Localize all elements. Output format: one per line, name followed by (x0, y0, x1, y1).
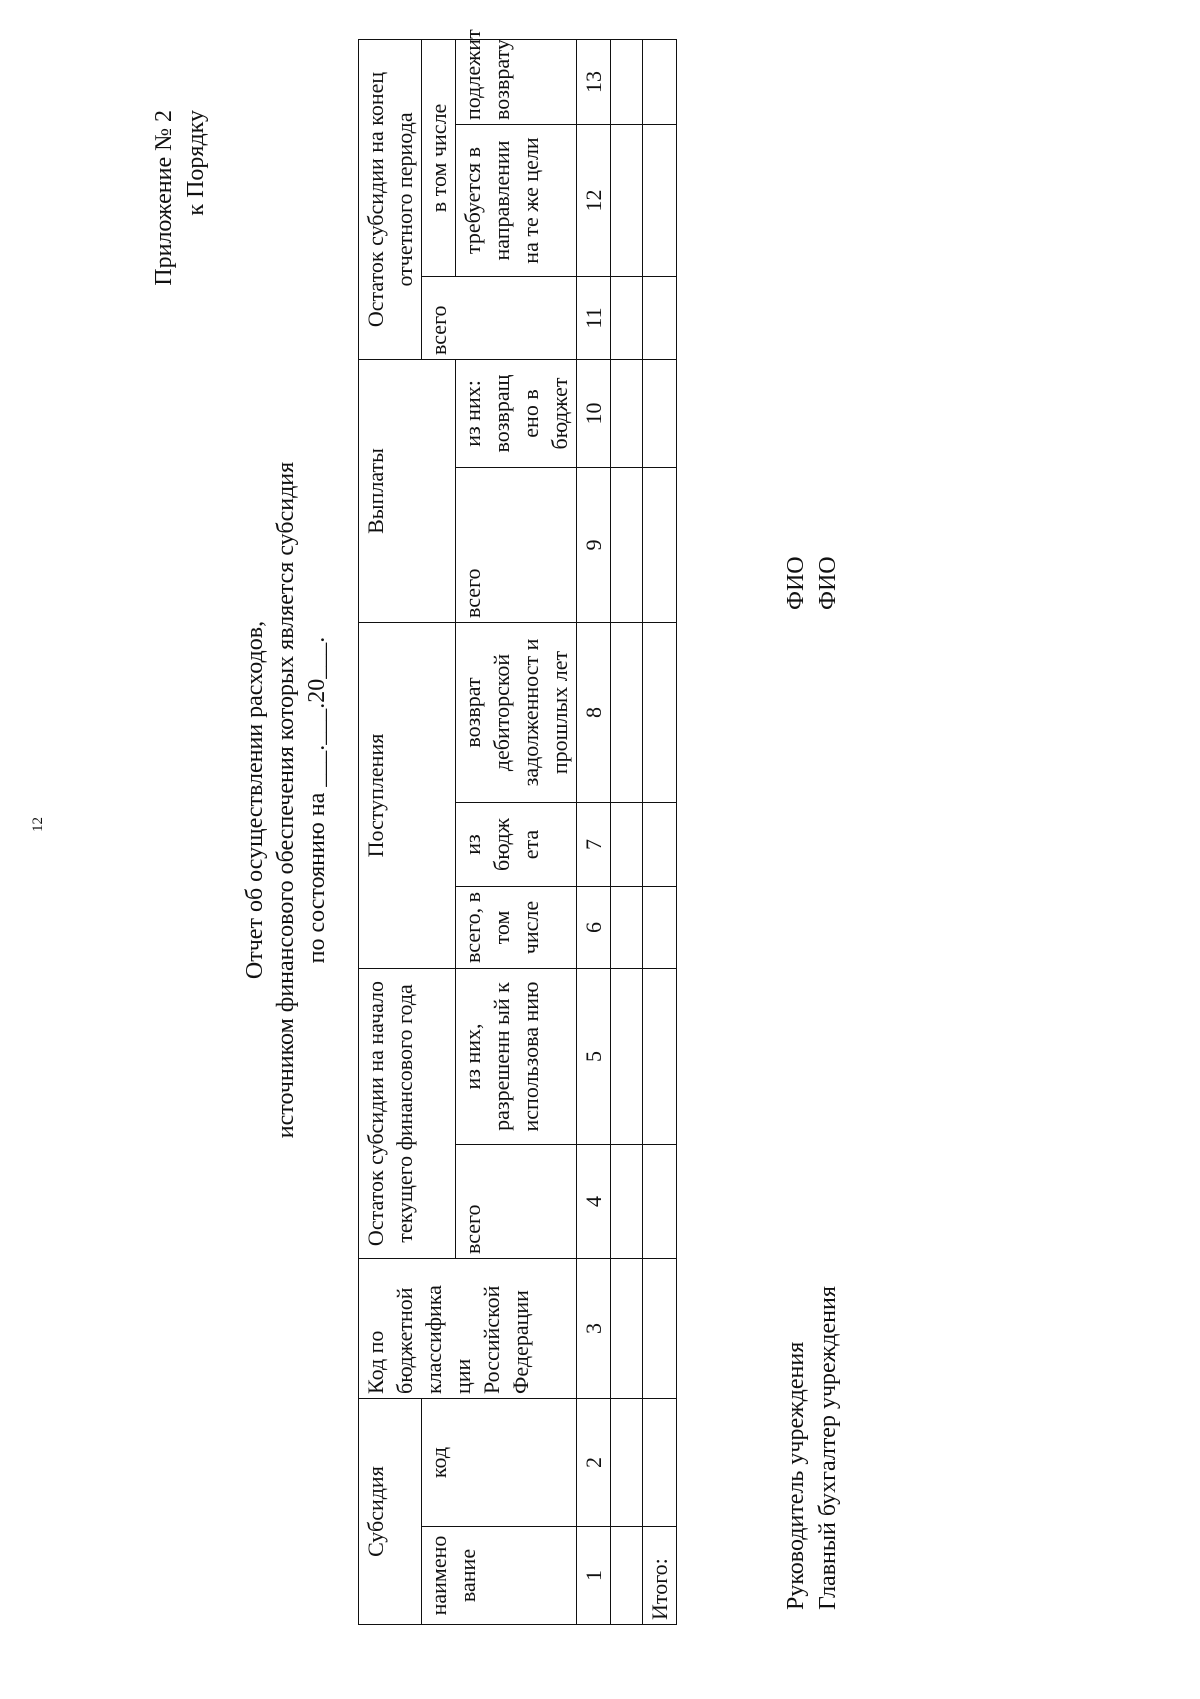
subsidy-report-table (358, 29, 677, 1625)
accountant-role: Главный бухгалтер учреждения (815, 1286, 841, 1610)
column-number: 8 (577, 622, 611, 802)
data-row-empty (611, 39, 643, 1624)
appendix-title: Приложение № 2 (151, 110, 177, 286)
column-number-row (577, 39, 611, 1624)
report-title (240, 400, 333, 1200)
table-cell (611, 359, 643, 467)
header-payments-total: всего (456, 467, 577, 622)
header-row-1 (359, 39, 422, 1624)
column-number: 2 (577, 1399, 611, 1527)
column-number: 9 (577, 467, 611, 622)
table-cell (643, 1399, 677, 1527)
table-cell (611, 276, 643, 359)
table-cell (643, 359, 677, 467)
table-cell (611, 1259, 643, 1399)
head-signature-line (780, 410, 812, 1610)
table-cell (643, 39, 677, 124)
table-cell (643, 124, 677, 276)
table-cell (611, 622, 643, 802)
report-title-line-2: источником финансового обеспечения которых является субсидия (273, 461, 299, 1139)
column-number: 13 (577, 39, 611, 124)
header-end-same-purpose: требуется в направлении на те же цели (456, 124, 577, 276)
header-receipts: Поступления (359, 622, 456, 968)
accountant-fio: ФИО (815, 556, 841, 610)
table-cell (643, 1145, 677, 1259)
total-row (643, 39, 677, 1624)
header-end-refund: подлежит возврату (456, 39, 577, 124)
appendix-subtitle: к Порядку (183, 110, 209, 216)
column-number: 1 (577, 1527, 611, 1625)
accountant-signature-line (812, 410, 844, 1610)
header-start-balance: Остаток субсидии на начало текущего финансового года (359, 969, 456, 1259)
table-cell (643, 969, 677, 1145)
table-cell (643, 887, 677, 969)
total-label: Итого: (643, 1527, 677, 1625)
report-title-date-line: по состоянию на ___.___.20___. (304, 636, 330, 964)
header-receipts-debt: возврат дебиторской задолженност и прошлых лет (456, 622, 577, 802)
head-fio: ФИО (783, 556, 809, 610)
header-start-total: всего (456, 1145, 577, 1259)
column-number: 12 (577, 124, 611, 276)
header-receipts-total: всего, в том числе (456, 887, 577, 969)
header-subsidy-code: код (422, 1399, 577, 1527)
table-cell (611, 969, 643, 1145)
head-role: Руководитель учреждения (783, 1341, 809, 1610)
column-number: 4 (577, 1145, 611, 1259)
table-cell (611, 1145, 643, 1259)
table-cell (611, 803, 643, 887)
table-cell (611, 1399, 643, 1527)
column-number: 6 (577, 887, 611, 969)
header-start-allowed: из них, разрешенн ый к использова нию (456, 969, 577, 1145)
table-cell (643, 622, 677, 802)
table-cell (643, 467, 677, 622)
column-number: 7 (577, 803, 611, 887)
table-cell (643, 276, 677, 359)
report-title-line-1: Отчет об осуществлении расходов, (242, 620, 268, 980)
header-budget-code: Код по бюджетной классифика ции Российской Федерации (359, 1259, 577, 1399)
page-number: 12 (30, 817, 46, 832)
header-payments: Выплаты (359, 359, 456, 622)
table-cell (611, 467, 643, 622)
header-end-balance: Остаток субсидии на конец отчетного периода (359, 39, 422, 359)
appendix-block (148, 110, 212, 540)
table-cell (611, 1527, 643, 1625)
header-subsidy: Субсидия (359, 1399, 422, 1625)
column-number: 10 (577, 359, 611, 467)
header-end-including: в том числе (422, 39, 456, 276)
header-subsidy-name: наимено вание (422, 1527, 577, 1625)
header-receipts-budget: из бюдж ета (456, 803, 577, 887)
table-cell (643, 1259, 677, 1399)
signature-block (780, 410, 844, 1610)
column-number: 5 (577, 969, 611, 1145)
column-number: 11 (577, 276, 611, 359)
header-end-total: всего (422, 276, 577, 359)
table-cell (643, 803, 677, 887)
table-cell (611, 124, 643, 276)
header-payments-returned: из них: возвращ ено в бюджет (456, 359, 577, 467)
column-number: 3 (577, 1259, 611, 1399)
table-cell (611, 887, 643, 969)
table-cell (611, 39, 643, 124)
